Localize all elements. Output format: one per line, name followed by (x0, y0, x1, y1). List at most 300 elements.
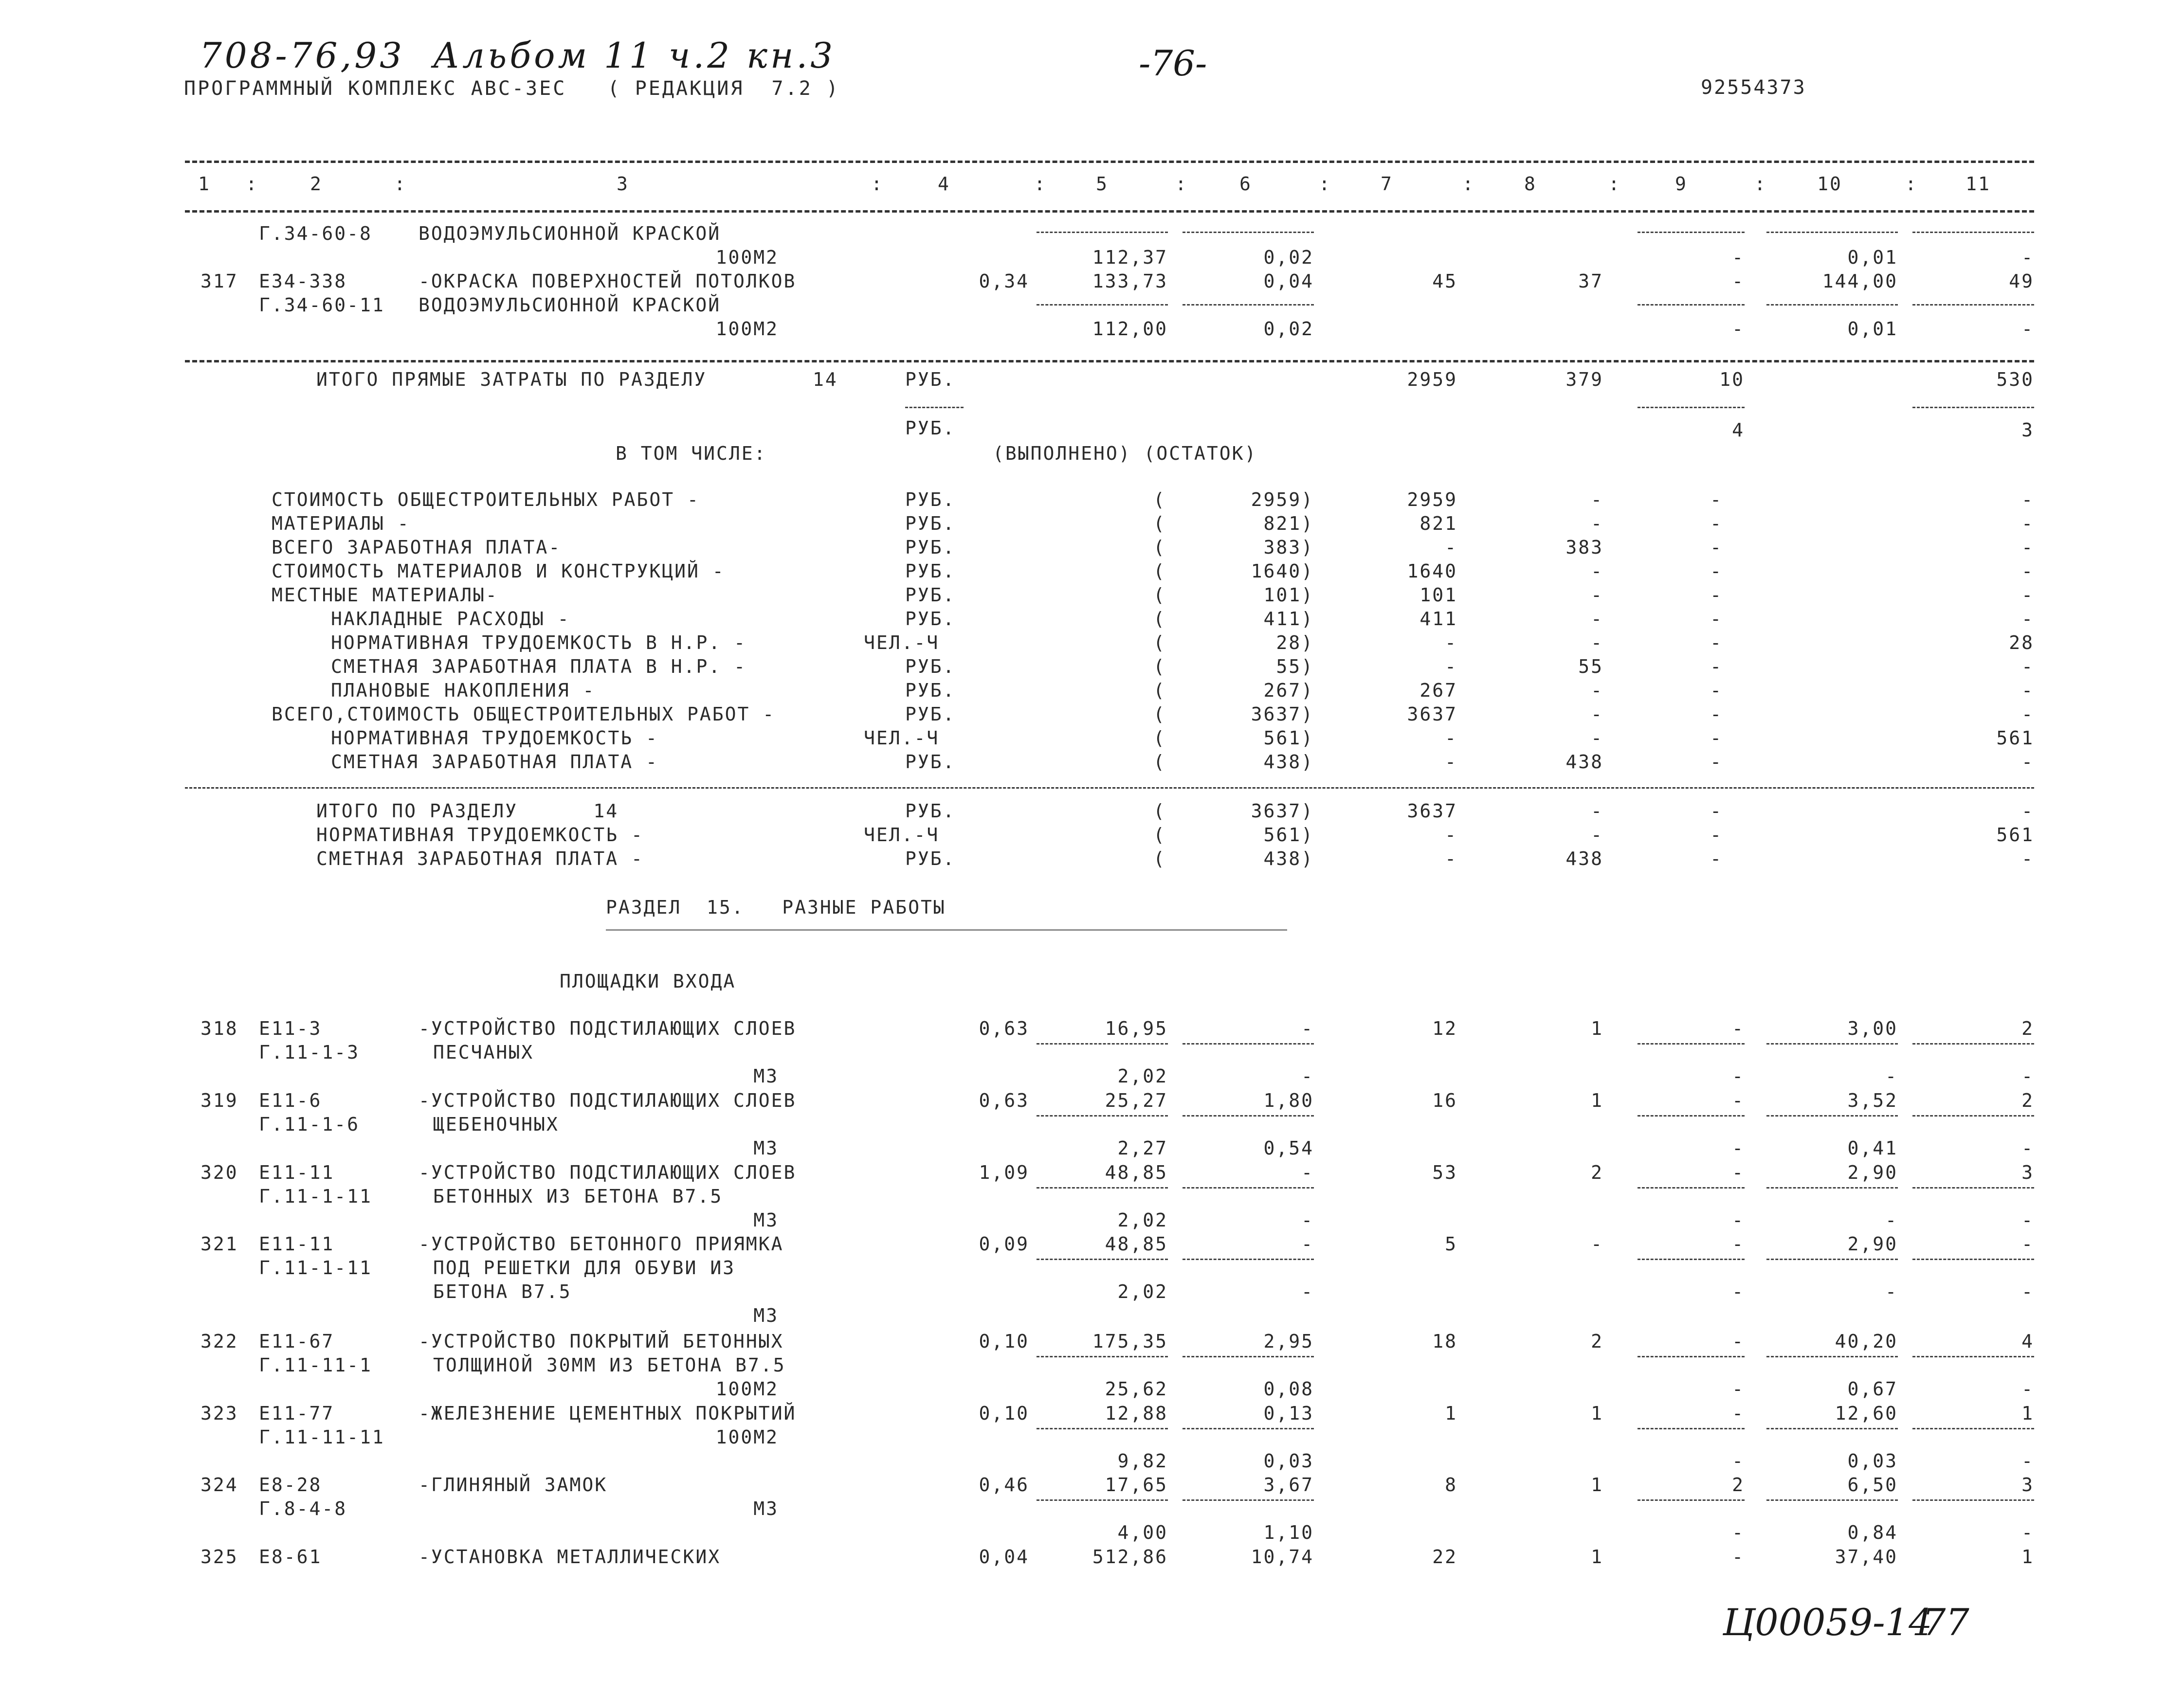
breakdown-paren-open: ( (1153, 703, 1166, 725)
breakdown-unit: РУБ. (905, 489, 956, 510)
column-underline (1766, 1356, 1898, 1357)
item-u5: 4,00 (1117, 1522, 1168, 1543)
breakdown-paren-open: ( (1153, 632, 1166, 653)
section-total-paren: 438) (1263, 848, 1314, 869)
cell-c7: 45 (1432, 270, 1457, 292)
item-u5: 2,02 (1117, 1209, 1168, 1231)
item-description-2: ПОД РЕШЕТКИ ДЛЯ ОБУВИ ИЗ (433, 1257, 736, 1279)
column-header-3: 3 (617, 173, 629, 195)
item-description: -ЖЕЛЕЗНЕНИЕ ЦЕМЕНТНЫХ ПОКРЫТИЙ (419, 1403, 797, 1424)
breakdown-paren: 821) (1263, 513, 1314, 534)
section-total-c9: - (1710, 800, 1723, 822)
breakdown-paren: 267) (1263, 680, 1314, 701)
column-separator: : (1319, 173, 1331, 195)
item-c10: 3,00 (1847, 1018, 1898, 1039)
row-unit: 100М2 (715, 318, 779, 340)
section-total-c7: 3637 (1407, 800, 1457, 822)
item-code-2: Г.11-11-11 (259, 1426, 385, 1448)
item-unit: М3 (753, 1305, 779, 1326)
breakdown-unit: РУБ. (905, 584, 956, 606)
breakdown-label: ПЛАНОВЫЕ НАКОПЛЕНИЯ - (331, 680, 596, 701)
item-description: -УСТРОЙСТВО ПОДСТИЛАЮЩИХ СЛОЕВ (419, 1162, 797, 1183)
item-c8: 1 (1591, 1474, 1603, 1496)
breakdown-c7: - (1445, 656, 1457, 677)
item-c5: 48,85 (1105, 1233, 1168, 1255)
breakdown-c11: 28 (2009, 632, 2034, 653)
breakdown-unit: ЧЕЛ.-Ч (864, 632, 940, 653)
breakdown-paren-open: ( (1153, 489, 1166, 510)
section-total-c7: - (1445, 824, 1457, 846)
item-c6: 3,67 (1263, 1474, 1314, 1496)
breakdown-c9: - (1710, 751, 1723, 773)
column-underline (1183, 304, 1314, 306)
cell-c6: 0,02 (1263, 247, 1314, 268)
column-underline (1183, 1356, 1314, 1357)
breakdown-paren-open: ( (1153, 727, 1166, 749)
item-c5: 512,86 (1092, 1546, 1168, 1568)
breakdown-paren: 28) (1276, 632, 1314, 653)
breakdown-c8: - (1591, 608, 1603, 630)
item-u10: - (1885, 1065, 1898, 1087)
item-c6: 10,74 (1251, 1546, 1314, 1568)
item-c11: 3 (2021, 1162, 2034, 1183)
item-u6: 0,03 (1263, 1450, 1314, 1472)
column-separator: : (1175, 173, 1188, 195)
item-code: Е11-11 (259, 1233, 335, 1255)
item-description: -УСТРОЙСТВО БЕТОННОГО ПРИЯМКА (419, 1233, 784, 1255)
column-separator: : (246, 173, 258, 195)
column-separator: : (871, 173, 884, 195)
item-u6: 0,08 (1263, 1378, 1314, 1400)
item-c8: 1 (1591, 1090, 1603, 1111)
column-underline (1766, 1428, 1898, 1429)
totals-c7: 2959 (1407, 369, 1457, 390)
item-code-2: Г.11-1-3 (259, 1042, 360, 1063)
breakdown-paren: 383) (1263, 537, 1314, 558)
breakdown-paren: 1640) (1251, 560, 1314, 582)
column-underline (1183, 1187, 1314, 1189)
row-description: ВОДОЭМУЛЬСИОННОЙ КРАСКОЙ (419, 294, 721, 316)
item-c9: - (1732, 1403, 1745, 1424)
column-underline (1037, 1356, 1168, 1357)
item-u10: - (1885, 1281, 1898, 1302)
item-c6: - (1301, 1018, 1314, 1039)
column-underline (1766, 1499, 1898, 1501)
section-total-paren: 561) (1263, 824, 1314, 846)
section-total-paren-open: ( (1153, 824, 1166, 846)
item-c9: 2 (1732, 1474, 1745, 1496)
column-underline (1912, 1187, 2034, 1189)
breakdown-c8: - (1591, 680, 1603, 701)
breakdown-label: СТОИМОСТЬ ОБЩЕСТРОИТЕЛЬНЫХ РАБОТ - (272, 489, 700, 510)
item-c4: 0,10 (979, 1403, 1029, 1424)
item-description-2: ТОЛЩИНОЙ 30ММ ИЗ БЕТОНА В7.5 (433, 1354, 786, 1376)
column-underline (1912, 304, 2034, 306)
column-underline (1037, 1043, 1168, 1045)
item-c9: - (1732, 1090, 1745, 1111)
item-code: Е11-67 (259, 1331, 335, 1352)
column-underline (1037, 304, 1168, 306)
breakdown-unit: РУБ. (905, 751, 956, 773)
item-u11: - (2021, 1209, 2034, 1231)
breakdown-c8: 438 (1565, 751, 1603, 773)
item-description-2: ЩЕБЕНОЧНЫХ (433, 1114, 559, 1135)
breakdown-paren: 3637) (1251, 703, 1314, 725)
item-c11: 1 (2021, 1403, 2034, 1424)
section-total-c11: 561 (1996, 824, 2034, 846)
item-number: 319 (200, 1090, 238, 1111)
column-header-7: 7 (1381, 173, 1393, 195)
section-total-c11: - (2021, 848, 2034, 869)
column-underline (1912, 232, 2034, 233)
breakdown-c9: - (1710, 703, 1723, 725)
column-underline (1638, 1259, 1745, 1260)
section-total-label: НОРМАТИВНАЯ ТРУДОЕМКОСТЬ - (316, 824, 644, 846)
column-underline (1912, 1428, 2034, 1429)
breakdown-paren-open: ( (1153, 560, 1166, 582)
section-total-paren-open: ( (1153, 848, 1166, 869)
section-total-paren: 3637) (1251, 800, 1314, 822)
totals-c11b: 3 (2021, 419, 2034, 441)
column-underline (1766, 304, 1898, 306)
breakdown-c11: - (2021, 680, 2034, 701)
item-u6: 1,10 (1263, 1522, 1314, 1543)
breakdown-label: НОРМАТИВНАЯ ТРУДОЕМКОСТЬ - (331, 727, 658, 749)
breakdown-label: МЕСТНЫЕ МАТЕРИАЛЫ- (272, 584, 498, 606)
section-total-unit: РУБ. (905, 848, 956, 869)
item-u11: - (2021, 1065, 2034, 1087)
item-c10: 2,90 (1847, 1233, 1898, 1255)
item-c6: 1,80 (1263, 1090, 1314, 1111)
item-u11: - (2021, 1450, 2034, 1472)
column-underline (1638, 1187, 1745, 1189)
cell-c6: 0,02 (1263, 318, 1314, 340)
breakdown-paren: 438) (1263, 751, 1314, 773)
column-separator: : (1905, 173, 1918, 195)
item-u5: 9,82 (1117, 1450, 1168, 1472)
column-header-1: 1 (198, 173, 211, 195)
item-c6: 0,13 (1263, 1403, 1314, 1424)
cell-c9: - (1732, 247, 1745, 268)
item-description: -УСТАНОВКА МЕТАЛЛИЧЕСКИХ (419, 1546, 721, 1568)
item-u5: 2,02 (1117, 1065, 1168, 1087)
section-total-unit: ЧЕЛ.-Ч (864, 824, 940, 846)
column-underline (1638, 407, 1745, 408)
item-c5: 17,65 (1105, 1474, 1168, 1496)
including-label: В ТОМ ЧИСЛЕ: (616, 443, 767, 464)
item-c6: 2,95 (1263, 1331, 1314, 1352)
breakdown-c11: - (2021, 537, 2034, 558)
column-underline (1183, 1499, 1314, 1501)
totals-section: 14 (813, 369, 838, 390)
totals-unit-2: РУБ. (905, 417, 956, 439)
item-c7: 18 (1432, 1331, 1457, 1352)
item-c5: 12,88 (1105, 1403, 1168, 1424)
item-c10: 2,90 (1847, 1162, 1898, 1183)
column-underline (1638, 1499, 1745, 1501)
column-underline (1037, 1428, 1168, 1429)
column-underline (1766, 1043, 1898, 1045)
item-u11: - (2021, 1137, 2034, 1159)
item-u10: - (1885, 1209, 1898, 1231)
section-total-c8: - (1591, 800, 1603, 822)
breakdown-c7: 3637 (1407, 703, 1457, 725)
column-underline (1037, 1115, 1168, 1117)
item-code: Е8-28 (259, 1474, 322, 1496)
breakdown-label: НАКЛАДНЫЕ РАСХОДЫ - (331, 608, 570, 630)
item-c9: - (1732, 1233, 1745, 1255)
column-header-2: 2 (310, 173, 323, 195)
item-unit: М3 (753, 1137, 779, 1159)
item-description: -УСТРОЙСТВО ПОКРЫТИЙ БЕТОННЫХ (419, 1331, 784, 1352)
item-c7: 22 (1432, 1546, 1457, 1568)
item-number: 324 (200, 1474, 238, 1496)
breakdown-c7: - (1445, 632, 1457, 653)
item-c10: 6,50 (1847, 1474, 1898, 1496)
section-15-title: РАЗДЕЛ 15. РАЗНЫЕ РАБОТЫ (606, 897, 946, 918)
item-u9: - (1732, 1065, 1745, 1087)
item-c10: 40,20 (1835, 1331, 1898, 1352)
breakdown-paren: 2959) (1251, 489, 1314, 510)
column-underline (1766, 232, 1898, 233)
item-c5: 48,85 (1105, 1162, 1168, 1183)
column-underline (1638, 1043, 1745, 1045)
item-code: Е11-11 (259, 1162, 335, 1183)
item-c4: 0,46 (979, 1474, 1029, 1496)
breakdown-c7: 2959 (1407, 489, 1457, 510)
item-c9: - (1732, 1546, 1745, 1568)
sheet-number: 77 (1922, 1601, 1969, 1644)
column-underline (1766, 1187, 1898, 1189)
cell-c10: 144,00 (1822, 270, 1898, 292)
section-total-paren-open: ( (1153, 800, 1166, 822)
breakdown-label: СМЕТНАЯ ЗАРАБОТНАЯ ПЛАТА В Н.Р. - (331, 656, 746, 677)
item-u10: 0,67 (1847, 1378, 1898, 1400)
column-underline (1638, 1115, 1745, 1117)
breakdown-c9: - (1710, 560, 1723, 582)
cell-c6: 0,04 (1263, 270, 1314, 292)
item-c5: 175,35 (1092, 1331, 1168, 1352)
item-code-2: Г.8-4-8 (259, 1498, 347, 1519)
column-separator: : (1754, 173, 1767, 195)
breakdown-c8: - (1591, 560, 1603, 582)
item-unit: М3 (753, 1065, 779, 1087)
breakdown-unit: ЧЕЛ.-Ч (864, 727, 940, 749)
item-c9: - (1732, 1331, 1745, 1352)
column-header-11: 11 (1966, 173, 1991, 195)
item-c11: 4 (2021, 1331, 2034, 1352)
section-total-label: ИТОГО ПО РАЗДЕЛУ 14 (316, 800, 619, 822)
cell-c11: - (2021, 318, 2034, 340)
item-c4: 0,04 (979, 1546, 1029, 1568)
item-unit: М3 (753, 1498, 779, 1519)
item-u10: 0,84 (1847, 1522, 1898, 1543)
cell-c5: 112,00 (1092, 318, 1168, 340)
breakdown-c7: 411 (1420, 608, 1457, 630)
item-number: 318 (200, 1018, 238, 1039)
breakdown-c9: - (1710, 489, 1723, 510)
column-underline (1912, 1499, 2034, 1501)
breakdown-c8: - (1591, 727, 1603, 749)
item-code: Е11-77 (259, 1403, 335, 1424)
item-c10: 37,40 (1835, 1546, 1898, 1568)
album-title: 708-76,93 Альбом 11 ч.2 кн.3 (200, 35, 836, 76)
doc-code: 92554373 (1701, 76, 1806, 99)
item-c4: 0,09 (979, 1233, 1029, 1255)
breakdown-c11: - (2021, 751, 2034, 773)
section-total-c8: 438 (1565, 848, 1603, 869)
item-c4: 0,63 (979, 1018, 1029, 1039)
item-code-2: Г.11-1-11 (259, 1186, 372, 1207)
column-underline (1912, 1259, 2034, 1260)
section-total-unit: РУБ. (905, 800, 956, 822)
breakdown-c7: 267 (1420, 680, 1457, 701)
totals-c8: 379 (1565, 369, 1603, 390)
top-rule (185, 161, 2034, 163)
breakdown-paren-open: ( (1153, 608, 1166, 630)
item-u11: - (2021, 1522, 2034, 1543)
column-underline (1183, 232, 1314, 233)
column-underline (1037, 232, 1168, 233)
breakdown-c9: - (1710, 727, 1723, 749)
item-u11: - (2021, 1378, 2034, 1400)
column-header-4: 4 (938, 173, 950, 195)
breakdown-c7: 1640 (1407, 560, 1457, 582)
row-description: -ОКРАСКА ПОВЕРХНОСТЕЙ ПОТОЛКОВ (419, 270, 797, 292)
item-unit: 100М2 (715, 1378, 779, 1400)
breakdown-c8: 55 (1578, 656, 1603, 677)
column-underline (1037, 1259, 1168, 1260)
item-c5: 16,95 (1105, 1018, 1168, 1039)
column-underline (1638, 1428, 1745, 1429)
breakdown-paren-open: ( (1153, 680, 1166, 701)
breakdown-c11: - (2021, 656, 2034, 677)
breakdown-label: СМЕТНАЯ ЗАРАБОТНАЯ ПЛАТА - (331, 751, 658, 773)
item-u5: 2,27 (1117, 1137, 1168, 1159)
breakdown-c11: - (2021, 584, 2034, 606)
breakdown-c7: 101 (1420, 584, 1457, 606)
item-c11: 2 (2021, 1018, 2034, 1039)
program-title: ПРОГРАММНЫЙ КОМПЛЕКС АВС-3ЕС ( РЕДАКЦИЯ 7.2 ) (184, 77, 840, 100)
item-u6: - (1301, 1065, 1314, 1087)
column-header-10: 10 (1817, 173, 1842, 195)
breakdown-c7: - (1445, 751, 1457, 773)
section-15-underline (606, 929, 1287, 931)
section-total-c7: - (1445, 848, 1457, 869)
cell-c9: - (1732, 270, 1745, 292)
item-c6: - (1301, 1233, 1314, 1255)
item-number: 322 (200, 1331, 238, 1352)
column-header-6: 6 (1239, 173, 1252, 195)
item-u6: - (1301, 1281, 1314, 1302)
breakdown-paren: 101) (1263, 584, 1314, 606)
header-bottom-rule (185, 210, 2034, 213)
breakdown-c8: - (1591, 584, 1603, 606)
breakdown-c7: 821 (1420, 513, 1457, 534)
breakdown-c11: - (2021, 703, 2034, 725)
row-code: Е34-338 (259, 270, 347, 292)
item-c8: 2 (1591, 1162, 1603, 1183)
item-number: 321 (200, 1233, 238, 1255)
breakdown-paren-open: ( (1153, 751, 1166, 773)
page-number: -76- (1139, 43, 1207, 84)
breakdown-c8: - (1591, 703, 1603, 725)
section-15-subtitle: ПЛОЩАДКИ ВХОДА (560, 971, 736, 992)
column-underline (1638, 1356, 1745, 1357)
item-u10: 0,03 (1847, 1450, 1898, 1472)
item-c4: 0,63 (979, 1090, 1029, 1111)
breakdown-c8: - (1591, 489, 1603, 510)
breakdown-paren: 411) (1263, 608, 1314, 630)
item-c7: 16 (1432, 1090, 1457, 1111)
item-u9: - (1732, 1378, 1745, 1400)
item-u11: - (2021, 1281, 2034, 1302)
item-c11: - (2021, 1233, 2034, 1255)
column-underline (1183, 1428, 1314, 1429)
item-description: -УСТРОЙСТВО ПОДСТИЛАЮЩИХ СЛОЕВ (419, 1090, 797, 1111)
item-c8: 1 (1591, 1018, 1603, 1039)
totals-c9: 10 (1719, 369, 1745, 390)
breakdown-c9: - (1710, 608, 1723, 630)
column-underline (1912, 1356, 2034, 1357)
item-c8: 1 (1591, 1546, 1603, 1568)
breakdown-paren: 55) (1276, 656, 1314, 677)
totals-c11: 530 (1996, 369, 2034, 390)
item-u5: 2,02 (1117, 1281, 1168, 1302)
item-code: Е8-61 (259, 1546, 322, 1568)
archive-stamp: Ц00059-14 (1723, 1601, 1932, 1644)
breakdown-label: ВСЕГО ЗАРАБОТНАЯ ПЛАТА- (272, 537, 562, 558)
breakdown-c7: - (1445, 727, 1457, 749)
breakdown-c9: - (1710, 656, 1723, 677)
item-code: Е11-3 (259, 1018, 322, 1039)
column-underline (1912, 1115, 2034, 1117)
item-u10: 0,41 (1847, 1137, 1898, 1159)
breakdown-c8: - (1591, 632, 1603, 653)
breakdown-c9: - (1710, 584, 1723, 606)
row-description: ВОДОЭМУЛЬСИОННОЙ КРАСКОЙ (419, 223, 721, 244)
breakdown-unit: РУБ. (905, 703, 956, 725)
breakdown-unit: РУБ. (905, 608, 956, 630)
cell-c11: - (2021, 247, 2034, 268)
breakdown-unit: РУБ. (905, 680, 956, 701)
section-total-c9: - (1710, 848, 1723, 869)
section-total-c8: - (1591, 824, 1603, 846)
cell-c10: 0,01 (1847, 247, 1898, 268)
item-c6: - (1301, 1162, 1314, 1183)
breakdown-c11: - (2021, 489, 2034, 510)
row-unit: 100М2 (715, 247, 779, 268)
item-number: 325 (200, 1546, 238, 1568)
breakdown-c8: - (1591, 513, 1603, 534)
breakdown-unit: РУБ. (905, 537, 956, 558)
item-code-2: Г.11-1-6 (259, 1114, 360, 1135)
totals-c9b: 4 (1732, 419, 1745, 441)
item-description-2: ПЕСЧАНЫХ (433, 1042, 534, 1063)
row-code: Г.34-60-11 (259, 294, 385, 316)
item-c5: 25,27 (1105, 1090, 1168, 1111)
item-c9: - (1732, 1162, 1745, 1183)
breakdown-paren: 561) (1263, 727, 1314, 749)
breakdown-c11: - (2021, 560, 2034, 582)
column-underline (1037, 1187, 1168, 1189)
breakdown-unit: РУБ. (905, 656, 956, 677)
item-u5: 25,62 (1105, 1378, 1168, 1400)
breakdown-label: НОРМАТИВНАЯ ТРУДОЕМКОСТЬ В Н.Р. - (331, 632, 746, 653)
breakdown-label: МАТЕРИАЛЫ - (272, 513, 410, 534)
column-header-9: 9 (1675, 173, 1688, 195)
column-underline (1638, 232, 1745, 233)
